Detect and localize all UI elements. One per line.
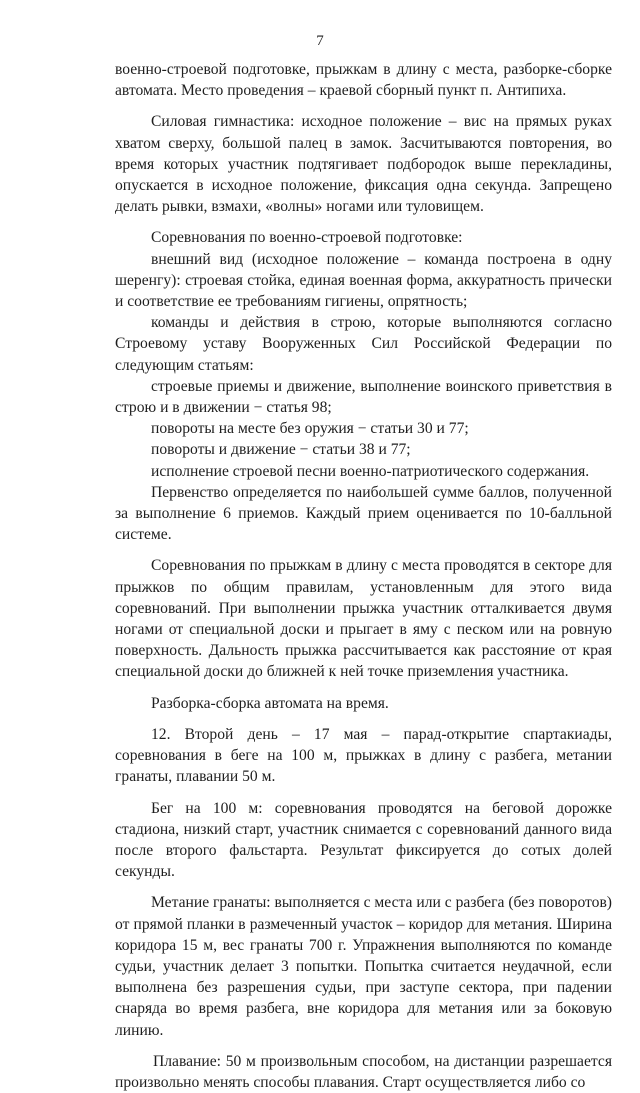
document-body [115, 59, 612, 1093]
paragraph: повороты и движение − статьи 38 и 77; [151, 441, 411, 459]
paragraph: Соревнования по военно-строевой подготовке: [151, 229, 463, 247]
paragraph: Силовая гимнастика: исходное положение – вис на прямых руках хватом сверху, большой палец в замок. Засчитываются повторения, во время которых участник подтягивает подбородок выше перекладины, опускается в исходное положение, фиксация одна секунда. Запрещено делать рывки, взмахи, «волны» ногами или туловищем. [115, 113, 612, 216]
paragraph: исполнение строевой песни военно-патриотического содержания. [151, 462, 590, 480]
paragraph: военно-строевой подготовке, прыжкам в длину с места, разборке-сборке автомата. Место проведения – краевой сборный пункт п. Антипиха. [115, 61, 612, 100]
paragraph: Первенство определяется по наибольшей сумме баллов, полученной за выполнение 6 приемов. Каждый прием оценивается по 10-балльной системе. [115, 483, 612, 544]
paragraph: строевые приемы и движение, выполнение воинского приветствия в строю и в движении − статья 98; [115, 377, 612, 417]
paragraph: 12. Второй день – 17 мая – парад-открытие спартакиады, соревнования в беге на 100 м, прыжках в длину с разбега, метании гранаты, плавании 50 м. [115, 725, 612, 786]
paragraph: повороты на месте без оружия − статьи 30 и 77; [151, 420, 469, 438]
paragraph: Бег на 100 м: соревнования проводятся на беговой дорожке стадиона, низкий старт, участник снимается с соревнований данного вида после второго фальстарта. Результат фиксируется до сотых долей секунды. [115, 799, 612, 881]
paragraph: внешний вид (исходное положение – команда построена в одну шеренгу): строевая стойка, единая военная форма, аккуратность прически и соответствие ее требованиям гигиены, опрятность; [115, 250, 612, 311]
paragraph: Плавание: 50 м произвольным способом, на дистанции разрешается произвольно менять способы плавания. Старт осуществляется либо со [115, 1052, 612, 1091]
paragraph: Разборка-сборка автомата на время. [151, 694, 389, 712]
paragraph: команды и действия в строю, которые выполняются согласно Строевому уставу Вооруженных Сил Российской Федерации по следующим статьям: [115, 314, 612, 374]
page-number: 7 [316, 33, 324, 49]
paragraph: Соревнования по прыжкам в длину с места проводятся в секторе для прыжков по общим правилам, установленным для этого вида соревнований. При выполнении прыжка участник отталкивается двумя ногами от специальной доски и прыгает в яму с песком или на ровную поверхность. Дальность прыжка рассчитывается как расстояние от края специальной доски до ближней к ней точке приземления участника. [115, 557, 612, 681]
paragraph: Метание гранаты: выполняется с места или с разбега (без поворотов) от прямой планки в размеченный участок – коридор для метания. Ширина коридора 15 м, вес гранаты 700 г. Упражнения выполняются по команде судьи, участник делает 3 попытки. Попытка считается неудачной, если выполнена без разрешения судьи, при заступе сектора, при падении снаряда во время разбега, вне коридора для метания или за боковую линию. [115, 894, 612, 1039]
